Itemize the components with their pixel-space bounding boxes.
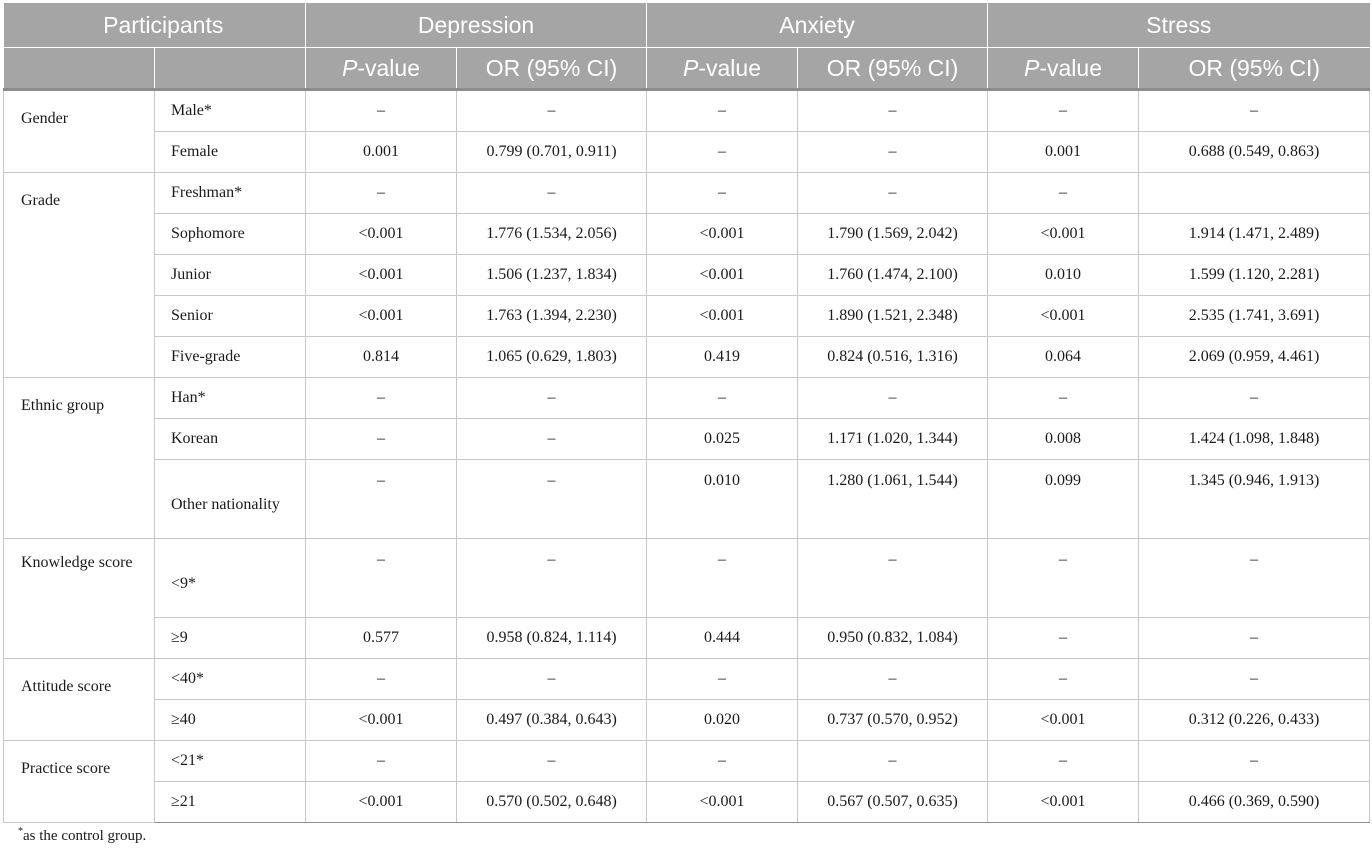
value-cell: 0.064 (988, 337, 1139, 378)
value-cell: – (647, 378, 798, 419)
value-cell: – (647, 741, 798, 782)
subgroup-cell: Female (155, 132, 306, 173)
value-cell: <0.001 (306, 296, 457, 337)
value-cell: – (306, 378, 457, 419)
group-cell: Gender (4, 90, 155, 173)
footnote-text: as the control group. (23, 828, 147, 844)
value-cell: 2.069 (0.959, 4.461) (1139, 337, 1370, 378)
value-cell: 0.799 (0.701, 0.911) (457, 132, 647, 173)
value-cell: 1.760 (1.474, 2.100) (798, 255, 988, 296)
value-cell: <0.001 (988, 782, 1139, 823)
header-depression: Depression (306, 3, 647, 48)
table-row (4, 539, 1370, 618)
table-row (4, 618, 1370, 659)
value-cell: 1.763 (1.394, 2.230) (457, 296, 647, 337)
value-cell: 0.466 (0.369, 0.590) (1139, 782, 1370, 823)
subgroup-cell: Korean (155, 419, 306, 460)
p-suffix: -value (698, 54, 762, 81)
value-cell: <0.001 (988, 214, 1139, 255)
value-cell: 0.950 (0.832, 1.084) (798, 618, 988, 659)
value-cell: 1.914 (1.471, 2.489) (1139, 214, 1370, 255)
value-cell: <0.001 (306, 700, 457, 741)
value-cell: – (798, 378, 988, 419)
value-cell: 1.506 (1.237, 1.834) (457, 255, 647, 296)
value-cell: 1.776 (1.534, 2.056) (457, 214, 647, 255)
value-cell: <0.001 (647, 255, 798, 296)
value-cell: – (1139, 90, 1370, 132)
value-cell: 1.065 (0.629, 1.803) (457, 337, 647, 378)
subgroup-cell: ≥21 (155, 782, 306, 823)
value-cell: – (457, 460, 647, 539)
value-cell: 0.577 (306, 618, 457, 659)
table-row (4, 741, 1370, 782)
value-cell: – (988, 378, 1139, 419)
table-row (4, 378, 1370, 419)
value-cell: <0.001 (647, 782, 798, 823)
value-cell: 0.025 (647, 419, 798, 460)
value-cell: – (306, 419, 457, 460)
value-cell: – (798, 173, 988, 214)
header-row-measures (4, 48, 1370, 90)
value-cell: 1.345 (0.946, 1.913) (1139, 460, 1370, 539)
value-cell: – (1139, 378, 1370, 419)
subgroup-cell: ≥9 (155, 618, 306, 659)
value-cell: – (1139, 741, 1370, 782)
value-cell: 1.890 (1.521, 2.348) (798, 296, 988, 337)
value-cell: – (647, 173, 798, 214)
p-label: P (1024, 54, 1040, 81)
value-cell: – (988, 539, 1139, 618)
value-cell: – (457, 539, 647, 618)
value-cell: 0.567 (0.507, 0.635) (798, 782, 988, 823)
table-row (4, 782, 1370, 823)
p-suffix: -value (357, 54, 421, 81)
p-label: P (683, 54, 699, 81)
value-cell: – (988, 741, 1139, 782)
table-row (4, 255, 1370, 296)
value-cell: 0.814 (306, 337, 457, 378)
header-participants: Participants (4, 3, 306, 48)
value-cell: – (1139, 539, 1370, 618)
value-cell: <0.001 (988, 296, 1139, 337)
group-cell: Knowledge score (4, 539, 155, 659)
subgroup-cell: Junior (155, 255, 306, 296)
value-cell: – (457, 173, 647, 214)
header-p-value-stress (988, 48, 1139, 90)
value-cell: – (988, 90, 1139, 132)
value-cell: – (798, 741, 988, 782)
value-cell: – (798, 132, 988, 173)
value-cell: 0.444 (647, 618, 798, 659)
table-row (4, 460, 1370, 539)
table-row (4, 90, 1370, 132)
value-cell: 1.280 (1.061, 1.544) (798, 460, 988, 539)
value-cell (1139, 173, 1370, 214)
p-label: P (342, 54, 358, 81)
value-cell: 0.419 (647, 337, 798, 378)
value-cell: 1.599 (1.120, 2.281) (1139, 255, 1370, 296)
value-cell: 0.824 (0.516, 1.316) (798, 337, 988, 378)
subgroup-cell: Sophomore (155, 214, 306, 255)
group-cell: Practice score (4, 741, 155, 823)
value-cell: 1.171 (1.020, 1.344) (798, 419, 988, 460)
value-cell: <0.001 (647, 296, 798, 337)
p-suffix: -value (1039, 54, 1103, 81)
value-cell: – (1139, 659, 1370, 700)
subgroup-cell: <9* (155, 539, 306, 618)
table-row (4, 296, 1370, 337)
value-cell: 0.737 (0.570, 0.952) (798, 700, 988, 741)
value-cell: – (306, 460, 457, 539)
value-cell: – (457, 378, 647, 419)
value-cell: 0.010 (988, 255, 1139, 296)
table-body (4, 90, 1370, 823)
value-cell: 1.424 (1.098, 1.848) (1139, 419, 1370, 460)
value-cell: – (457, 659, 647, 700)
subgroup-cell: Senior (155, 296, 306, 337)
subgroup-cell: Han* (155, 378, 306, 419)
value-cell: – (647, 659, 798, 700)
value-cell: 0.010 (647, 460, 798, 539)
table-row (4, 419, 1370, 460)
value-cell: <0.001 (306, 214, 457, 255)
value-cell: – (457, 90, 647, 132)
value-cell: – (798, 539, 988, 618)
header-blank-2 (155, 48, 306, 90)
value-cell: – (647, 90, 798, 132)
value-cell: – (798, 659, 988, 700)
value-cell: 0.958 (0.824, 1.114) (457, 618, 647, 659)
odds-ratio-table-container (3, 3, 1369, 823)
header-or-stress: OR (95% CI) (1139, 48, 1370, 90)
value-cell: 0.570 (0.502, 0.648) (457, 782, 647, 823)
header-p-value-anxiety (647, 48, 798, 90)
value-cell: <0.001 (988, 700, 1139, 741)
value-cell: 0.001 (306, 132, 457, 173)
value-cell: 0.001 (988, 132, 1139, 173)
value-cell: 0.008 (988, 419, 1139, 460)
header-row-groups (4, 3, 1370, 48)
header-or-anxiety: OR (95% CI) (798, 48, 988, 90)
value-cell: <0.001 (306, 782, 457, 823)
table-row (4, 173, 1370, 214)
subgroup-cell: Other nationality (155, 460, 306, 539)
footnote-mark: * (18, 826, 23, 837)
value-cell: 0.312 (0.226, 0.433) (1139, 700, 1370, 741)
group-cell: Grade (4, 173, 155, 378)
value-cell: <0.001 (647, 214, 798, 255)
table-row (4, 132, 1370, 173)
header-stress: Stress (988, 3, 1370, 48)
value-cell: – (457, 741, 647, 782)
value-cell: 0.497 (0.384, 0.643) (457, 700, 647, 741)
value-cell: – (306, 173, 457, 214)
header-blank-1 (4, 48, 155, 90)
table-row (4, 337, 1370, 378)
table-row (4, 700, 1370, 741)
value-cell: – (306, 539, 457, 618)
header-anxiety: Anxiety (647, 3, 988, 48)
value-cell: 0.020 (647, 700, 798, 741)
subgroup-cell: <21* (155, 741, 306, 782)
value-cell: – (1139, 618, 1370, 659)
subgroup-cell: Five-grade (155, 337, 306, 378)
subgroup-cell: Freshman* (155, 173, 306, 214)
value-cell: – (306, 741, 457, 782)
header-p-value-depression (306, 48, 457, 90)
table-row (4, 659, 1370, 700)
value-cell: – (647, 539, 798, 618)
table-footnote (18, 826, 146, 845)
odds-ratio-table (3, 3, 1370, 823)
subgroup-cell: Male* (155, 90, 306, 132)
value-cell: – (988, 659, 1139, 700)
group-cell: Attitude score (4, 659, 155, 741)
value-cell: – (457, 419, 647, 460)
subgroup-cell: ≥40 (155, 700, 306, 741)
table-row (4, 214, 1370, 255)
value-cell: – (647, 132, 798, 173)
subgroup-cell: <40* (155, 659, 306, 700)
value-cell: 2.535 (1.741, 3.691) (1139, 296, 1370, 337)
table-header (4, 3, 1370, 90)
value-cell: 0.688 (0.549, 0.863) (1139, 132, 1370, 173)
value-cell: – (798, 90, 988, 132)
value-cell: – (306, 659, 457, 700)
value-cell: – (306, 90, 457, 132)
group-cell: Ethnic group (4, 378, 155, 539)
value-cell: – (988, 618, 1139, 659)
value-cell: 0.099 (988, 460, 1139, 539)
header-or-depression: OR (95% CI) (457, 48, 647, 90)
value-cell: – (988, 173, 1139, 214)
value-cell: 1.790 (1.569, 2.042) (798, 214, 988, 255)
value-cell: <0.001 (306, 255, 457, 296)
